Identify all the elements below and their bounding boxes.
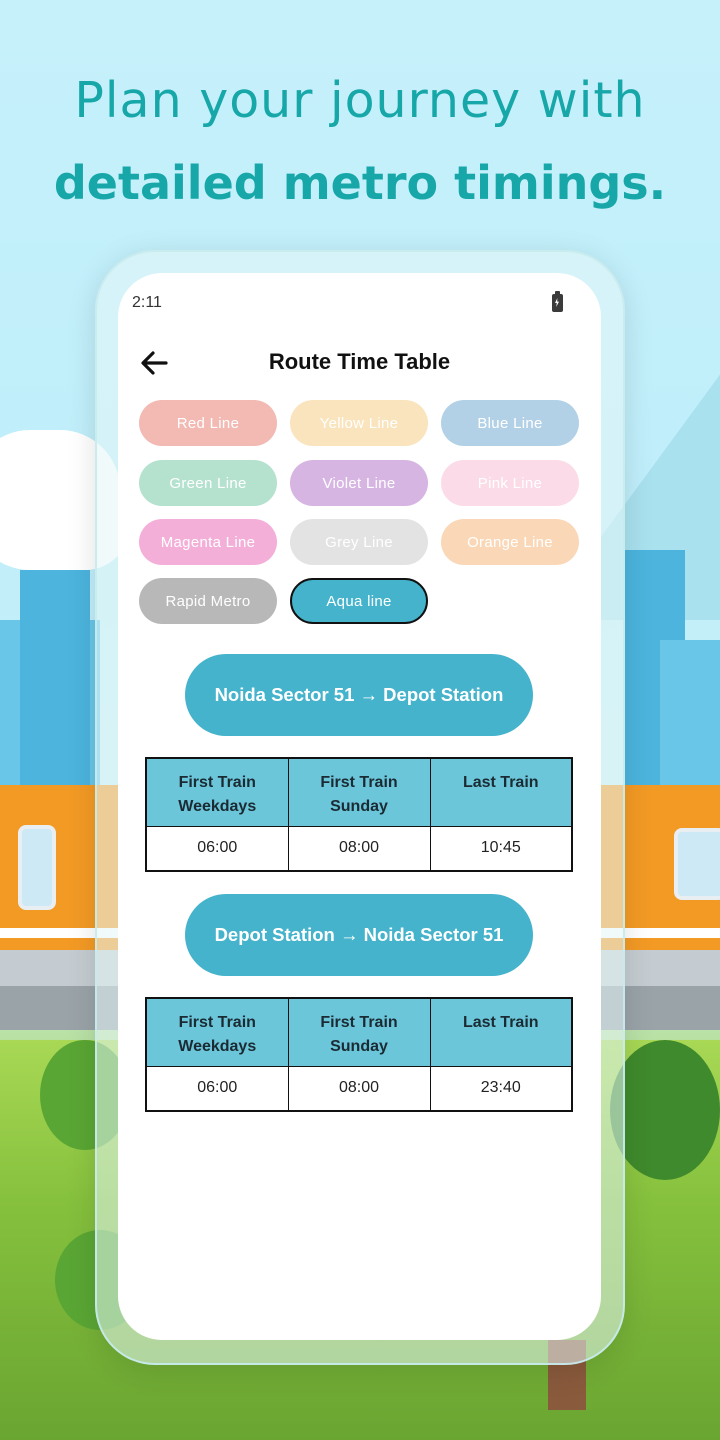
- timetable-cell: 06:00: [146, 826, 288, 871]
- header-line: Sunday: [330, 1038, 388, 1055]
- page-title: Route Time Table: [268, 349, 451, 374]
- line-chip-pink[interactable]: [441, 460, 579, 506]
- line-chip-label: Grey Line: [325, 533, 393, 551]
- line-chip-label: Red Line: [176, 414, 240, 432]
- background-train-window: [674, 828, 720, 900]
- timetable-cell: 08:00: [288, 826, 430, 871]
- header-line: Last Train: [462, 774, 539, 791]
- timetable-cell: 08:00: [288, 1066, 430, 1111]
- header-line: First Train: [320, 774, 398, 791]
- line-chip-blue[interactable]: [441, 400, 579, 446]
- line-chip-label: Yellow Line: [319, 414, 399, 432]
- table-row: [146, 1066, 572, 1111]
- line-chip-yellow[interactable]: [290, 400, 428, 446]
- background-building: [20, 570, 90, 800]
- header-line: Weekdays: [178, 1038, 257, 1055]
- timetable-cell: 10:45: [430, 826, 572, 871]
- timetable-header-cell: [430, 998, 572, 1066]
- timetable-cell: 23:40: [430, 1066, 572, 1111]
- timetable-header-row: [146, 758, 572, 826]
- line-chip-label: Blue Line: [477, 414, 543, 432]
- route-direction-button[interactable]: [185, 894, 533, 976]
- promo-headline-line1: Plan your journey with: [74, 72, 646, 129]
- timetable: [145, 757, 573, 872]
- header-line: First Train: [320, 1014, 398, 1031]
- app-header: [118, 341, 601, 385]
- timetable-cell: 06:00: [146, 1066, 288, 1111]
- phone-screen: [118, 273, 601, 1340]
- line-chip-magenta[interactable]: [139, 519, 277, 565]
- promo-headline: [0, 72, 720, 212]
- header-line: First Train: [178, 774, 256, 791]
- promo-headline-line2: detailed metro timings.: [53, 156, 667, 210]
- line-chip-violet[interactable]: [290, 460, 428, 506]
- timetable-header-row: [146, 998, 572, 1066]
- header-line: Weekdays: [178, 798, 257, 815]
- timetable-header-cell: [146, 758, 288, 826]
- table-row: [146, 826, 572, 871]
- background-tree: [610, 1040, 720, 1180]
- line-chip-rapid-metro[interactable]: [139, 578, 277, 624]
- route-direction-button[interactable]: [185, 654, 533, 736]
- background-building: [660, 640, 720, 800]
- line-chip-aqua[interactable]: [290, 578, 428, 624]
- status-bar: [118, 273, 601, 333]
- background-train-window: [18, 825, 56, 910]
- line-chip-label: Magenta Line: [160, 533, 256, 551]
- line-chip-label: Green Line: [169, 474, 247, 492]
- timetable-header-cell: [146, 998, 288, 1066]
- line-chip-orange[interactable]: [441, 519, 579, 565]
- header-line: Sunday: [330, 798, 388, 815]
- timetable-header-cell: [288, 758, 430, 826]
- header-line: First Train: [178, 1014, 256, 1031]
- timetable-header-cell: [430, 758, 572, 826]
- battery-charging-icon: [552, 294, 563, 312]
- line-chip-red[interactable]: [139, 400, 277, 446]
- route-direction-label: Depot Station → Noida Sector 51: [214, 924, 504, 945]
- line-chip-label: Orange Line: [467, 533, 553, 551]
- line-chip-label: Violet Line: [322, 474, 396, 492]
- line-chip-label: Rapid Metro: [165, 592, 251, 610]
- header-line: Last Train: [462, 1014, 539, 1031]
- line-chip-label: Pink Line: [477, 474, 543, 492]
- line-chip-grey[interactable]: [290, 519, 428, 565]
- status-time: 2:11: [132, 294, 162, 311]
- line-chip-label: Aqua line: [326, 592, 392, 610]
- route-direction-label: Noida Sector 51 → Depot Station: [214, 684, 504, 705]
- timetable: [145, 997, 573, 1112]
- line-chip-green[interactable]: [139, 460, 277, 506]
- timetable-header-cell: [288, 998, 430, 1066]
